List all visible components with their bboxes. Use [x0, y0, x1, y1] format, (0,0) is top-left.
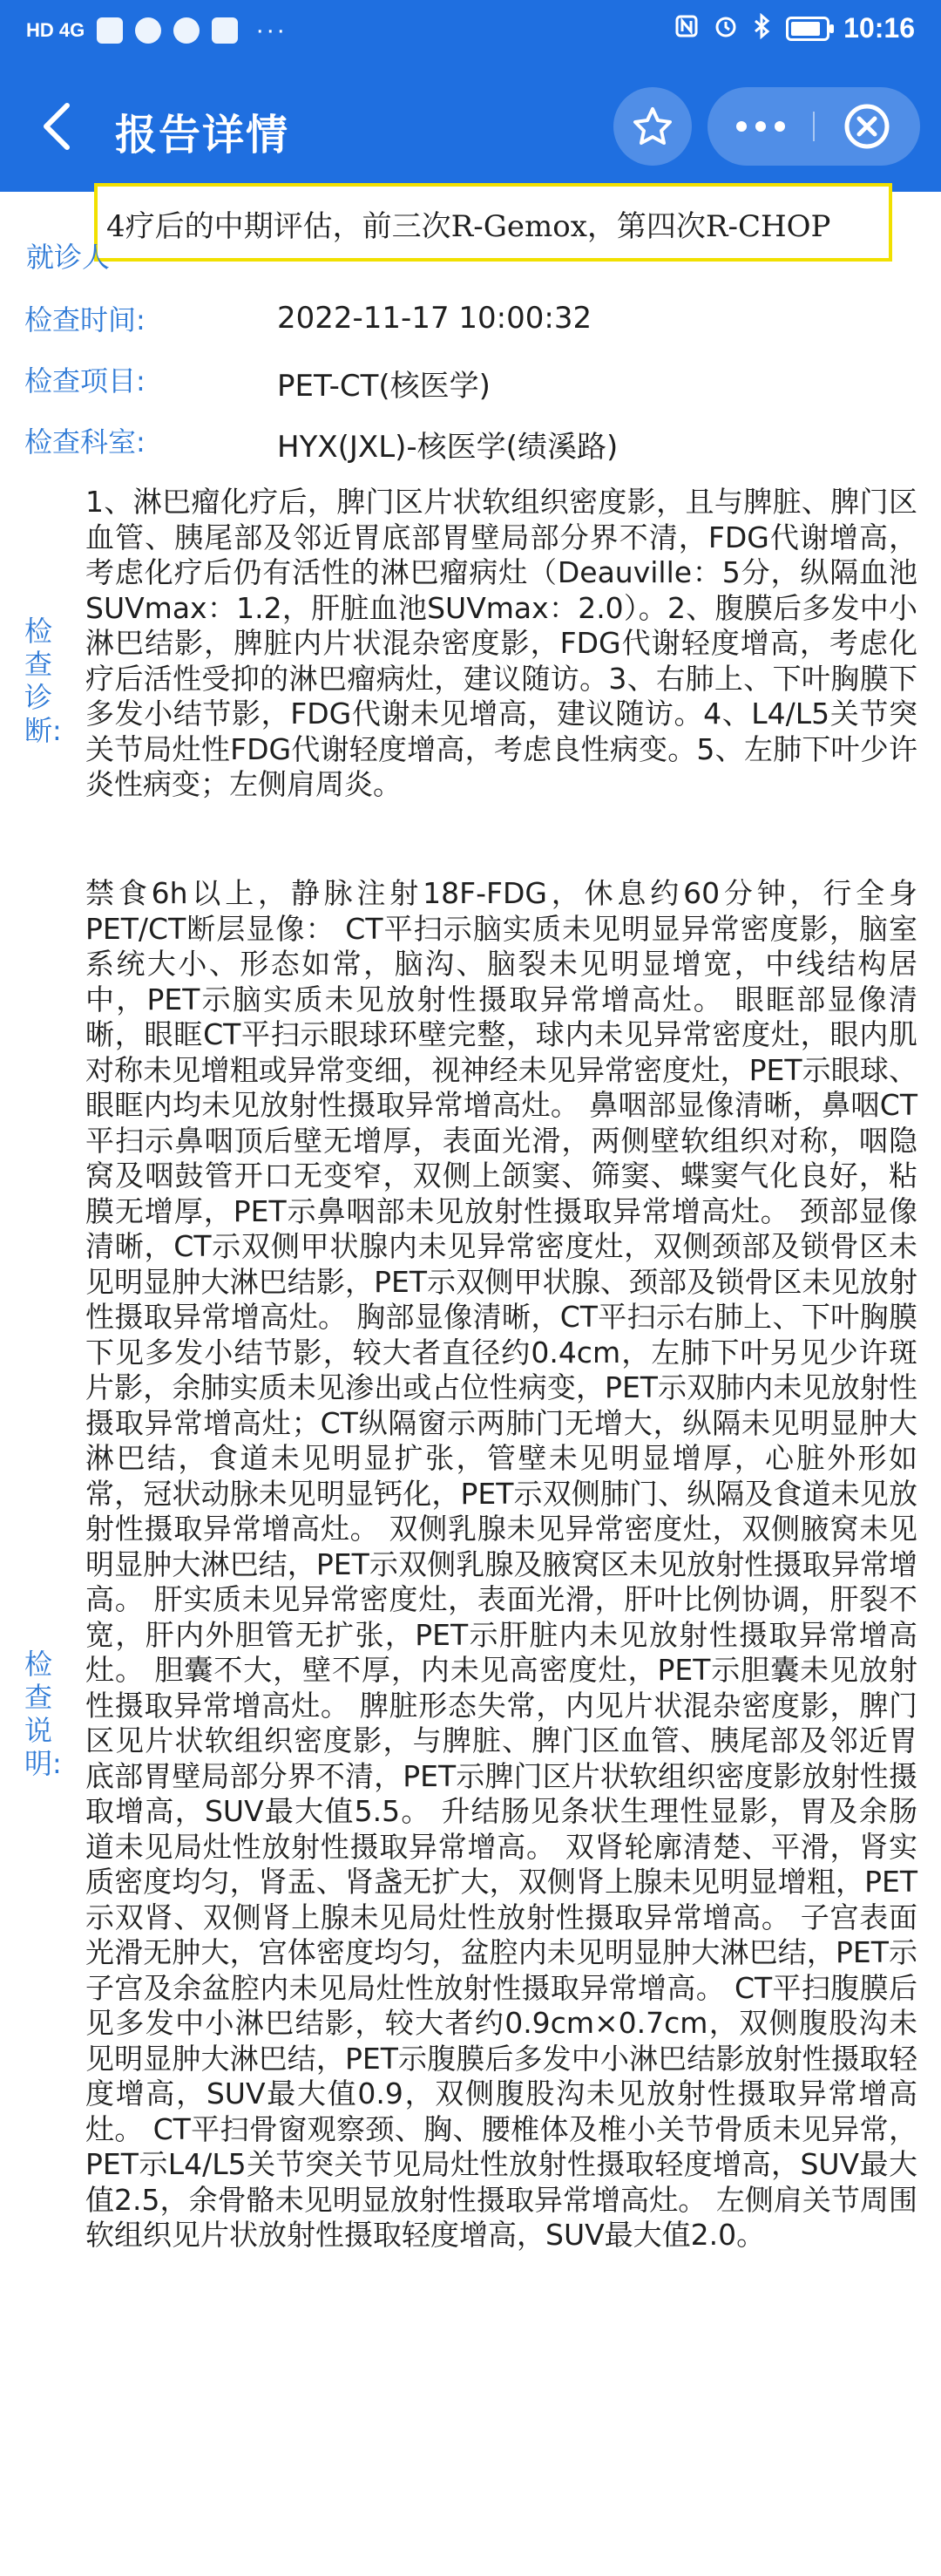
back-arrow-icon [39, 102, 74, 151]
favorite-button[interactable] [613, 87, 692, 166]
close-button[interactable] [814, 87, 920, 166]
exam-dept-value: HYX(JXL)-核医学(绩溪路) [277, 430, 619, 465]
status-left [26, 16, 287, 45]
status-bar [0, 0, 941, 65]
more-notifications-indicator: ··· [255, 16, 288, 44]
exam-dept-label: 检查科室: [24, 425, 146, 459]
back-button[interactable] [26, 96, 87, 157]
download-icon [97, 17, 123, 44]
nfc-icon [674, 14, 699, 43]
messenger-icon [173, 17, 200, 44]
status-right [674, 12, 915, 44]
exam-item-value: PET-CT(核医学) [277, 369, 491, 404]
star-icon [631, 105, 674, 148]
battery-icon [786, 17, 829, 41]
alarm-icon [713, 13, 739, 44]
network-indicator: HD 4G [26, 19, 85, 41]
exam-item-label: 检查项目: [24, 364, 146, 398]
chat-icon [135, 17, 161, 44]
highlight-box [94, 183, 892, 262]
description-text: 禁食6h以上，静脉注射18F-FDG，休息约60分钟，行全身PET/CT断层显像： CT平扫示脑实质未见明显异常密度影，脑室系统大小、形态如常，脑沟、脑裂未见明显增宽，中线结构居中，PET示脑实质未见放射性摄取异常增高灶。 眼眶部显像清晰，眼眶CT平扫示眼球环壁完整，球内未见异常密度灶，眼内肌对称未见增粗或异常变细，视神经未见异常密度灶，PET示眼球、眼眶内均未见放射性摄取异常增高灶。 鼻咽部显像清晰，鼻咽CT平扫示鼻咽顶后壁无增厚，表面光滑，两侧壁软组织对称，咽隐窝及咽鼓管开口无变窄，双侧上颌窦、筛窦、蝶窦气化良好，粘膜无增厚，PET示鼻咽部未见放射性摄取异常增高灶。 颈部显像清晰，CT示双侧甲状腺内未见异常密度灶，双侧颈部及锁骨区未见明显肿大淋巴结影，PET示双侧甲状腺、颈部及锁骨区未见放射性摄取异常增高灶。 胸部显像清晰，CT平扫示右肺上、下叶胸膜下见多发小结节影，较大者直径约0.4cm，左肺下叶另见少许斑片影，余肺实质未见渗出或占位性病变，PET示双肺内未见放射性摄取异常增高灶；CT纵隔窗示两肺门无增大，纵隔未见明显肿大淋巴结，食道未见明显扩张，管壁未见明显增厚，心脏外形如常，冠状动脉未见明显钙化，PET示双侧肺门、纵隔及食道未见放射性摄取异常增高灶。 双侧乳腺未见异常密度灶，双侧腋窝未见明显肿大淋巴结，PET示双侧乳腺及腋窝区未见放射性摄取异常增高。 肝实质未见异常密度灶，表面光滑，肝叶比例协调，肝裂不宽，肝内外胆管无扩张，PET示肝脏内未见放射性摄取异常增高灶。 胆囊不大，壁不厚，内未见高密度灶，PET示胆囊未见放射性摄取异常增高灶。 脾脏形态失常，内见片状混杂密度影，脾门区见片状软组织密度影，与脾脏、脾门区血管、胰尾部及邻近胃底部胃壁局部分界不清，PET示脾门区片状软组织密度影放射性摄取增高，SUV最大值5.5。 升结肠见条状生理性显影，胃及余肠道未见局灶性放射性摄取异常增高。 双肾轮廓清楚、平滑，肾实质密度均匀，肾盂、肾盏无扩大，双侧肾上腺未见明显增粗，PET示双肾、双侧肾上腺未见局灶性放射性摄取异常增高。 子宫表面光滑无肿大，宫体密度均匀，盆腔内未见明显肿大淋巴结，PET示子宫及余盆腔内未见局灶性放射性摄取异常增高。 CT平扫腹膜后见多发中小淋巴结影，较大者约0.9cm×0.7cm，双侧腹股沟未见明显肿大淋巴结，PET示腹膜后多发中小淋巴结影放射性摄取轻度增高，SUV最大值0.9，双侧腹股沟未见放射性摄取异常增高灶。 CT平扫骨窗观察颈、胸、腰椎体及椎小关节骨质未见异常，PET示L4/L5关节突关节见局灶性放射性摄取轻度增高，SUV最大值2.5，余骨骼未见明显放射性摄取异常增高灶。 左侧肩关节周围软组织见片状放射性摄取轻度增高，SUV最大值2.0。 [85, 876, 917, 2252]
battery-level [791, 22, 820, 36]
visit-label: 就诊人 [26, 241, 111, 274]
close-circle-icon [843, 103, 890, 150]
exam-time-label: 检查时间: [24, 303, 146, 336]
description-label: 检查说明: [24, 1648, 62, 1780]
clock: 10:16 [843, 12, 915, 44]
bluetooth-icon [753, 13, 772, 44]
more-button[interactable] [707, 87, 814, 166]
title-bar [0, 65, 941, 192]
diagnosis-text: 1、淋巴瘤化疗后，脾门区片状软组织密度影，且与脾脏、脾门区血管、胰尾部及邻近胃底部胃壁局部分界不清，FDG代谢增高，考虑化疗后仍有活性的淋巴瘤病灶（Deauville：5分，纵隔血池SUVmax：1.2，肝脏血池SUVmax：2.0）。2、腹膜后多发中小淋巴结影，脾脏内片状混杂密度影，FDG代谢轻度增高，考虑化疗后活性受抑的淋巴瘤病灶，建议随访。3、右肺上、下叶胸膜下多发小结节影，FDG代谢未见增高，建议随访。4、L4/L5关节突关节局灶性FDG代谢轻度增高，考虑良性病变。5、左肺下叶少许炎性病变；左侧肩周炎。 [85, 485, 917, 801]
more-dots-icon [735, 120, 787, 133]
highlight-text: 4疗后的中期评估，前三次R-Gemox，第四次R-CHOP [106, 209, 831, 244]
page-title: 报告详情 [115, 111, 290, 160]
wallet-icon [212, 17, 238, 44]
exam-time-value: 2022-11-17 10:00:32 [277, 301, 592, 336]
diagnosis-label: 检查诊断: [24, 615, 62, 747]
action-pill [707, 87, 920, 166]
